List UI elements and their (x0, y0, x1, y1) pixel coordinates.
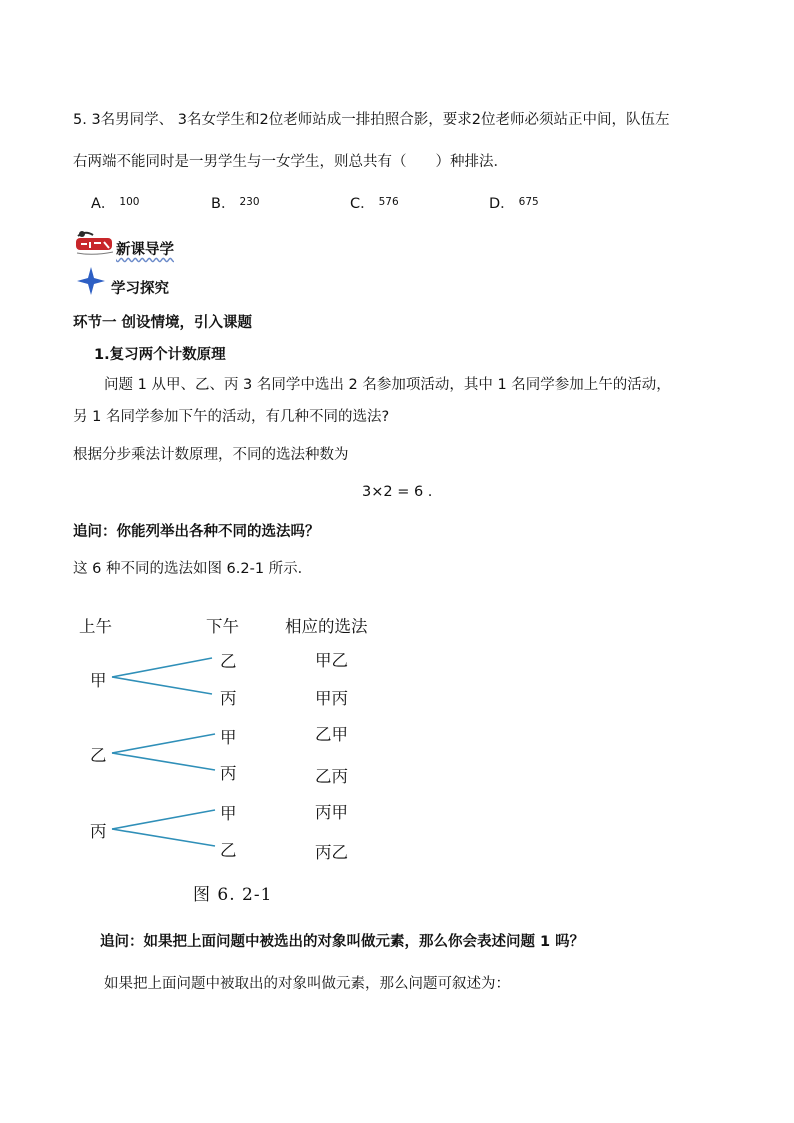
tree-branch-3a: 甲 (220, 804, 237, 823)
option-c-value: 576 (378, 196, 399, 208)
tree-header-afternoon: 下午 (206, 617, 239, 636)
tree-result-2b: 乙丙 (315, 767, 348, 786)
tree-root-1: 甲 (90, 671, 107, 690)
rule-text: 根据分步乘法计数原理，不同的选法种数为 (73, 447, 349, 463)
question-5-line2: 右两端不能同时是一男学生与一女学生，则总共有（ ）种排法． (73, 154, 508, 170)
six-ways-text: 这 6 种不同的选法如图 6.2-1 所示． (73, 561, 313, 577)
problem1-line2: 另 1 名同学参加下午的活动，有几种不同的选法? (73, 409, 390, 425)
figure-caption: 图 6. 2-1 (193, 885, 273, 905)
section-explore: 学习探究 (111, 281, 169, 297)
option-b-letter: B． (211, 196, 236, 212)
tree-branch-line (112, 734, 215, 753)
option-b-value: 230 (239, 196, 260, 208)
tree-result-1a: 甲乙 (315, 651, 348, 670)
tree-header-morning: 上午 (79, 617, 112, 636)
tree-branch-line (112, 810, 215, 829)
stage1-title: 环节一 创设情境，引入课题 (73, 315, 253, 331)
tree-header-result: 相应的选法 (285, 617, 368, 636)
tree-branch-line (112, 677, 212, 694)
tree-branch-line (112, 753, 215, 770)
question-5-line1: 5. 3名男同学、 3名女学生和2位老师站成一排拍照合影，要求2位老师必须站正中间，队伍左 (73, 112, 670, 128)
followup-2: 追问：如果把上面问题中被选出的对象叫做元素，那么你会表述问题 1 吗？ (100, 934, 585, 950)
tree-root-2: 乙 (90, 746, 107, 765)
tree-branch-2a: 甲 (220, 728, 237, 747)
option-d-letter: D． (489, 196, 515, 212)
tree-branch-line (112, 829, 215, 846)
option-a-value: 100 (119, 196, 140, 208)
problem1-line1: 问题 1 从甲、乙、丙 3 名同学中选出 2 名参加项活动，其中 1 名同学参加上午的活动， (104, 377, 671, 393)
tree-branch-1b: 丙 (220, 689, 237, 708)
tree-branch-1a: 乙 (220, 652, 237, 671)
formula: 3×2 = 6 . (362, 484, 433, 500)
tree-result-2a: 乙甲 (315, 725, 348, 744)
option-d-value: 675 (518, 196, 539, 208)
tree-branch-3b: 乙 (220, 841, 237, 860)
tree-branch-line (112, 658, 212, 677)
option-a-letter: A． (91, 196, 116, 212)
followup-1: 追问：你能列举出各种不同的选法吗？ (73, 524, 320, 540)
tree-result-3a: 丙甲 (315, 803, 348, 822)
tree-branch-2b: 丙 (220, 764, 237, 783)
sub1-title: 1.复习两个计数原理 (94, 347, 226, 363)
tree-root-3: 丙 (90, 822, 107, 841)
tree-result-3b: 丙乙 (315, 843, 348, 862)
tree-result-1b: 甲丙 (315, 689, 348, 708)
section-new-lesson: 新课导学 (116, 242, 174, 258)
option-c-letter: C． (350, 196, 375, 212)
restate-text: 如果把上面问题中被取出的对象叫做元素，那么问题可叙述为： (104, 976, 510, 992)
